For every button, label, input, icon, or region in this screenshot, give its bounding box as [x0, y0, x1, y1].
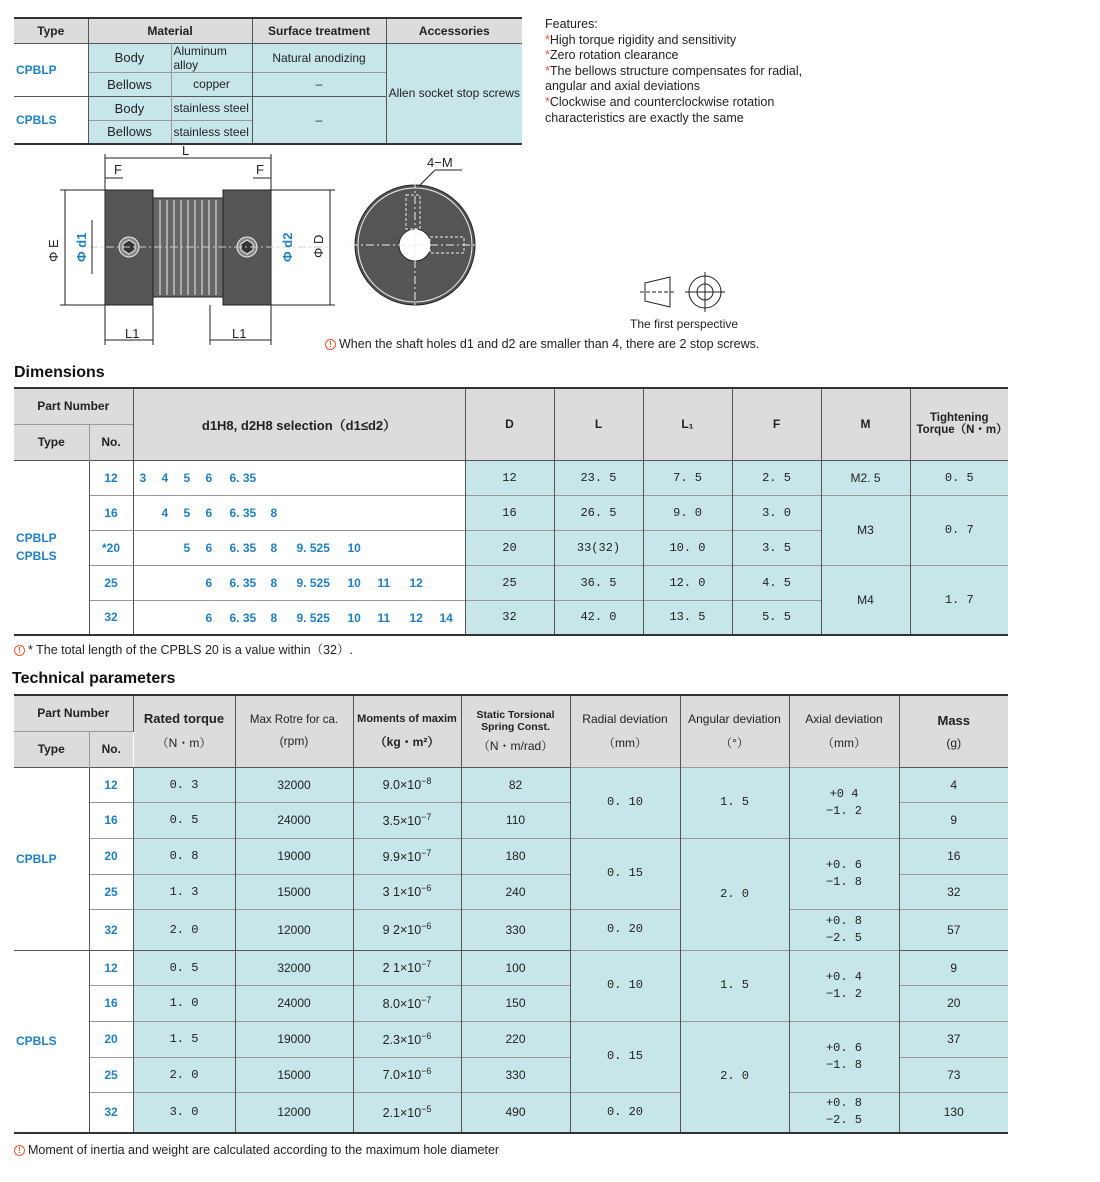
- bore-size: 12: [409, 610, 423, 625]
- dim-l: 23. 5: [554, 460, 643, 495]
- bore-size: 10: [347, 610, 361, 625]
- tech-header-moment: Moments of maxim （kg・m²）: [353, 695, 461, 767]
- tech-header-part-number: Part Number: [14, 695, 133, 731]
- dim-header-part-number: Part Number: [14, 388, 133, 424]
- features-title: Features:: [545, 17, 598, 31]
- dim-header-L: L: [554, 388, 643, 460]
- dim-header-type: Type: [14, 424, 89, 460]
- tech-header-spring: Static Torsional Spring Const. （N・m/rad）: [461, 695, 570, 767]
- dim-label-D: Φ D: [311, 234, 326, 258]
- dim-selection: [133, 565, 465, 600]
- dim-header-D: D: [465, 388, 554, 460]
- tech-rpm: 24000: [235, 802, 353, 838]
- tech-spring: 110: [461, 802, 570, 838]
- material-header-surface: Surface treatment: [252, 18, 386, 43]
- bore-size: 6: [205, 470, 213, 485]
- tech-spring: 100: [461, 950, 570, 985]
- tech-rated: 0. 5: [133, 802, 235, 838]
- dim-l: 42. 0: [554, 600, 643, 635]
- bore-size: 6. 35: [229, 470, 257, 485]
- tech-rpm: 32000: [235, 950, 353, 985]
- feature-item: *High torque rigidity and sensitivity: [545, 32, 737, 47]
- dim-f: 3. 5: [732, 530, 821, 565]
- tech-radial: 0. 10: [570, 950, 680, 1021]
- technical-title: Technical parameters: [12, 670, 176, 687]
- tech-rated: 1. 5: [133, 1021, 235, 1057]
- moment-exponent: −8: [421, 776, 432, 787]
- tech-rated: 2. 0: [133, 1057, 235, 1092]
- coupling-drawing: [30, 140, 770, 350]
- features-block: [545, 17, 805, 126]
- moment-mantissa: 2.1×10: [382, 1106, 422, 1121]
- tech-axial: +0. 6 −1. 8: [789, 838, 899, 909]
- surface-value: Natural anodizing: [252, 43, 386, 72]
- tech-rated: 0. 8: [133, 838, 235, 874]
- tech-no: 20: [89, 1021, 133, 1057]
- tech-no: 32: [89, 1092, 133, 1133]
- dim-header-torque: Tightening Torque（N・m）: [916, 412, 1008, 437]
- bore-size: 8: [270, 575, 278, 590]
- tech-rated: 2. 0: [133, 909, 235, 950]
- tech-no: 20: [89, 838, 133, 874]
- bore-size: 6. 35: [229, 575, 257, 590]
- moment-exponent: −6: [421, 921, 432, 932]
- moment-exponent: −7: [421, 847, 432, 858]
- tech-axial: +0. 8 −2. 5: [789, 1092, 899, 1133]
- tech-axial: +0. 8 −2. 5: [789, 909, 899, 950]
- tech-mass: 9: [899, 950, 1008, 985]
- bore-size: 6: [205, 575, 213, 590]
- caution-circle-icon: !: [14, 1145, 25, 1156]
- dim-f: 2. 5: [732, 460, 821, 495]
- moment-mantissa: 9.0×10: [382, 778, 422, 793]
- feature-item: *The bellows structure compensates for radial, angular and axial deviations: [545, 63, 803, 94]
- moment-mantissa: 2 1×10: [382, 961, 422, 976]
- technical-row: [14, 909, 1008, 950]
- tech-header-type: Type: [14, 731, 89, 767]
- tech-no: 16: [89, 802, 133, 838]
- bore-size: 5: [183, 540, 191, 555]
- tech-spring: 490: [461, 1092, 570, 1133]
- tech-radial: 0. 15: [570, 1021, 680, 1092]
- tech-angular: 2. 0: [680, 1021, 789, 1133]
- accessories-value: Allen socket stop screws: [386, 43, 522, 144]
- tech-angular: 1. 5: [680, 950, 789, 1021]
- dim-no: 16: [89, 495, 133, 530]
- tech-spring: 240: [461, 874, 570, 909]
- material-part: Bellows: [88, 72, 171, 96]
- dim-d: 12: [465, 460, 554, 495]
- moment-exponent: −6: [421, 883, 432, 894]
- dim-l1: 7. 5: [643, 460, 732, 495]
- dim-l1: 9. 0: [643, 495, 732, 530]
- dim-label-L1: L1: [125, 326, 140, 341]
- technical-row: [14, 1021, 1008, 1057]
- bore-size: 8: [270, 610, 278, 625]
- tech-mass: 130: [899, 1092, 1008, 1133]
- tech-header-rpm: Max Rotre for ca. (rpm): [235, 695, 353, 767]
- bore-size: 3: [139, 470, 147, 485]
- moment-mantissa: 7.0×10: [382, 1068, 422, 1083]
- tech-rated: 1. 0: [133, 985, 235, 1021]
- tech-header-angular: Angular deviation （°）: [680, 695, 789, 767]
- dim-selection: [133, 460, 465, 495]
- moment-exponent: −5: [421, 1104, 432, 1115]
- dimensions-table: [14, 387, 1008, 636]
- dim-label-d2: Φ d2: [280, 232, 295, 262]
- bore-size: 4: [161, 505, 169, 520]
- dim-torque: 0. 7: [910, 495, 1008, 565]
- bore-size: 6. 35: [229, 505, 257, 520]
- dim-selection: [133, 495, 465, 530]
- bore-size: 8: [270, 540, 278, 555]
- dim-header-selection: d1H8, d2H8 selection（d1≤d2）: [133, 388, 465, 460]
- tech-mass: 16: [899, 838, 1008, 874]
- tech-no: 12: [89, 950, 133, 985]
- tech-rpm: 24000: [235, 985, 353, 1021]
- tech-rpm: 19000: [235, 1021, 353, 1057]
- tech-rpm: 19000: [235, 838, 353, 874]
- dimension-row: [14, 460, 1008, 495]
- moment-mantissa: 8.0×10: [382, 997, 422, 1012]
- moment-mantissa: 3.5×10: [382, 814, 422, 829]
- tech-rpm: 12000: [235, 1092, 353, 1133]
- dimension-row: [14, 495, 1008, 530]
- dim-selection: [133, 600, 465, 635]
- tech-rated: 0. 5: [133, 950, 235, 985]
- bore-size: 6: [205, 610, 213, 625]
- bore-size: 6. 35: [229, 610, 257, 625]
- dim-header-F: F: [732, 388, 821, 460]
- tech-type: CPBLS: [14, 950, 89, 1133]
- moment-mantissa: 3 1×10: [382, 885, 422, 900]
- tech-rpm: 12000: [235, 909, 353, 950]
- tech-spring: 330: [461, 1057, 570, 1092]
- tech-no: 25: [89, 874, 133, 909]
- dimensions-note: ! * The total length of the CPBLS 20 is a value within（32）.: [14, 640, 353, 658]
- drawing-note: ! When the shaft holes d1 and d2 are smaller than 4, there are 2 stop screws.: [325, 337, 759, 351]
- dim-selection: [133, 530, 465, 565]
- dim-no: 25: [89, 565, 133, 600]
- bore-size: 10: [347, 540, 361, 555]
- material-part: Body: [88, 96, 171, 120]
- technical-row: [14, 950, 1008, 985]
- tech-rpm: 32000: [235, 767, 353, 802]
- material-table: [14, 17, 522, 145]
- moment-exponent: −7: [421, 811, 432, 822]
- material-header-type: Type: [14, 18, 88, 43]
- bore-size: 5: [183, 505, 191, 520]
- tech-mass: 37: [899, 1021, 1008, 1057]
- material-value: stainless steel: [171, 96, 252, 120]
- dim-header-M: M: [821, 388, 910, 460]
- technical-note: ! Moment of inertia and weight are calculated according to the maximum hole diameter: [14, 1143, 499, 1157]
- tech-moment: [353, 1057, 461, 1092]
- material-value: Aluminum alloy: [171, 43, 252, 72]
- dim-label-F: F: [114, 162, 122, 177]
- material-part: Body: [88, 43, 171, 72]
- moment-exponent: −7: [421, 959, 432, 970]
- dim-no: *20: [89, 530, 133, 565]
- dim-label-E: Φ E: [46, 239, 61, 262]
- tech-radial: 0. 20: [570, 1092, 680, 1133]
- dim-type: CPBLP CPBLS: [14, 460, 89, 635]
- dim-l: 26. 5: [554, 495, 643, 530]
- material-part: Bellows: [88, 120, 171, 144]
- tech-spring: 220: [461, 1021, 570, 1057]
- caution-circle-icon: !: [325, 339, 336, 350]
- tech-header-rated: Rated torque （N・m）: [133, 695, 235, 767]
- dim-d: 20: [465, 530, 554, 565]
- dim-l: 33(32): [554, 530, 643, 565]
- tech-moment: [353, 874, 461, 909]
- tech-header-no: No.: [89, 731, 133, 767]
- tech-mass: 9: [899, 802, 1008, 838]
- material-value: copper: [171, 72, 252, 96]
- feature-item: *Clockwise and counterclockwise rotation characteristics are exactly the same: [545, 94, 775, 125]
- tech-mass: 32: [899, 874, 1008, 909]
- tech-moment: [353, 909, 461, 950]
- tech-radial: 0. 20: [570, 909, 680, 950]
- tech-no: 12: [89, 767, 133, 802]
- tech-no: 25: [89, 1057, 133, 1092]
- tech-spring: 82: [461, 767, 570, 802]
- bore-size: 10: [347, 575, 361, 590]
- tech-axial: +0 4 −1. 2: [789, 767, 899, 838]
- dim-d: 32: [465, 600, 554, 635]
- dim-m: M3: [821, 495, 910, 565]
- tech-moment: [353, 950, 461, 985]
- dim-l: 36. 5: [554, 565, 643, 600]
- moment-mantissa: 9.9×10: [382, 850, 422, 865]
- dim-header-no: No.: [89, 424, 133, 460]
- dim-label-F: F: [256, 162, 264, 177]
- bore-size: 11: [377, 575, 391, 590]
- dimension-row: [14, 565, 1008, 600]
- bore-size: 11: [377, 610, 391, 625]
- tech-no: 16: [89, 985, 133, 1021]
- tech-no: 32: [89, 909, 133, 950]
- dim-label-M: 4−M: [427, 155, 453, 170]
- moment-exponent: −6: [421, 1030, 432, 1041]
- dim-header-L1: L₁: [643, 388, 732, 460]
- bore-size: 5: [183, 470, 191, 485]
- tech-axial: +0. 6 −1. 8: [789, 1021, 899, 1092]
- dim-no: 32: [89, 600, 133, 635]
- tech-spring: 150: [461, 985, 570, 1021]
- technical-row: [14, 767, 1008, 802]
- moment-exponent: −7: [421, 994, 432, 1005]
- material-header-material: Material: [88, 18, 252, 43]
- tech-angular: 2. 0: [680, 838, 789, 950]
- tech-rpm: 15000: [235, 1057, 353, 1092]
- surface-value: –: [252, 72, 386, 96]
- dim-m: M2. 5: [821, 460, 910, 495]
- tech-header-axial: Axial deviation （mm）: [789, 695, 899, 767]
- dim-d: 25: [465, 565, 554, 600]
- tech-axial: +0. 4 −1. 2: [789, 950, 899, 1021]
- tech-rated: 1. 3: [133, 874, 235, 909]
- bore-size: 6: [205, 540, 213, 555]
- tech-header-mass: Mass (g): [937, 712, 971, 750]
- tech-rpm: 15000: [235, 874, 353, 909]
- dim-f: 3. 0: [732, 495, 821, 530]
- bore-size: 9. 525: [296, 575, 330, 590]
- tech-moment: [353, 802, 461, 838]
- dim-label-d1: Φ d1: [74, 232, 89, 262]
- dim-f: 5. 5: [732, 600, 821, 635]
- tech-moment: [353, 1092, 461, 1133]
- dim-torque: 1. 7: [910, 565, 1008, 635]
- bore-size: 9. 525: [296, 610, 330, 625]
- tech-radial: 0. 15: [570, 838, 680, 909]
- moment-mantissa: 2.3×10: [382, 1033, 422, 1048]
- bore-size: 8: [270, 505, 278, 520]
- moment-mantissa: 9 2×10: [382, 923, 422, 938]
- tech-moment: [353, 838, 461, 874]
- tech-rated: 0. 3: [133, 767, 235, 802]
- caution-circle-icon: !: [14, 645, 25, 656]
- technical-row: [14, 1092, 1008, 1133]
- first-perspective-label: The first perspective: [630, 317, 739, 331]
- technical-row: [14, 838, 1008, 874]
- tech-header-radial: Radial deviation （mm）: [570, 695, 680, 767]
- tech-mass: 73: [899, 1057, 1008, 1092]
- technical-table: [14, 694, 1008, 1134]
- feature-item: *Zero rotation clearance: [545, 48, 679, 63]
- dim-m: M4: [821, 565, 910, 635]
- dim-label-L: L: [182, 143, 190, 158]
- surface-value: –: [252, 96, 386, 144]
- bore-size: 9. 525: [296, 540, 330, 555]
- tech-moment: [353, 1021, 461, 1057]
- bore-size: 12: [409, 575, 423, 590]
- material-value: stainless steel: [171, 120, 252, 144]
- tech-mass: 4: [899, 767, 1008, 802]
- tech-angular: 1. 5: [680, 767, 789, 838]
- tech-rated: 3. 0: [133, 1092, 235, 1133]
- dimensions-title: Dimensions: [14, 364, 105, 381]
- dim-torque: 0. 5: [910, 460, 1008, 495]
- dim-no: 12: [89, 460, 133, 495]
- tech-radial: 0. 10: [570, 767, 680, 838]
- material-type-cpblp: CPBLP: [14, 43, 88, 96]
- dim-f: 4. 5: [732, 565, 821, 600]
- tech-moment: [353, 985, 461, 1021]
- material-header-accessories: Accessories: [418, 23, 490, 38]
- tech-type: CPBLP: [14, 767, 89, 950]
- dim-l1: 12. 0: [643, 565, 732, 600]
- tech-mass: 20: [899, 985, 1008, 1021]
- bore-size: 4: [161, 470, 169, 485]
- bore-size: 6: [205, 505, 213, 520]
- tech-moment: [353, 767, 461, 802]
- bore-size: 14: [439, 610, 453, 625]
- tech-spring: 180: [461, 838, 570, 874]
- dim-label-L1: L1: [232, 326, 247, 341]
- tech-spring: 330: [461, 909, 570, 950]
- material-type-cpbls: CPBLS: [14, 96, 88, 144]
- bore-size: 6. 35: [229, 540, 257, 555]
- moment-exponent: −6: [421, 1066, 432, 1077]
- tech-mass: 57: [899, 909, 1008, 950]
- dim-l1: 10. 0: [643, 530, 732, 565]
- dim-d: 16: [465, 495, 554, 530]
- dim-l1: 13. 5: [643, 600, 732, 635]
